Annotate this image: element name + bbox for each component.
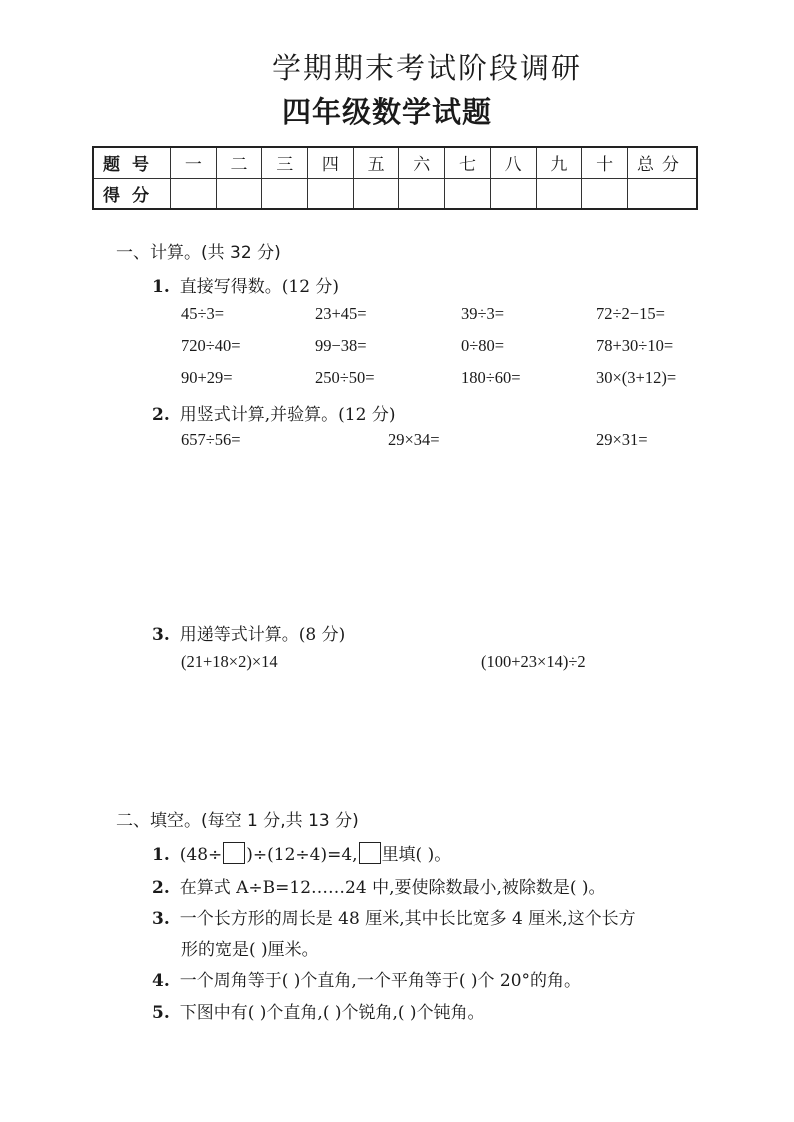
score-cell[interactable] [308,178,354,209]
s1-q3-heading [152,620,345,645]
score-table-score-row [93,178,697,209]
question-text: )÷(12÷4)=4, [246,845,358,865]
column-header: 五 [353,147,399,178]
exam-subtitle: 四年级数学试题 [282,95,493,129]
score-cell[interactable] [262,178,308,209]
column-header: 十 [582,147,628,178]
s2-q4 [152,966,581,991]
score-cell[interactable] [216,178,262,209]
math-expression: 0÷80= [461,336,505,355]
question-text: 里填( )。 [381,845,452,865]
question-text: 用递等式计算。(8 分) [179,625,346,645]
column-header: 一 [171,147,217,178]
question-text: (48÷ [179,845,223,865]
column-header: 六 [399,147,445,178]
question-number: 1. [152,277,170,297]
question-text: 一个长方形的周长是 48 厘米,其中长比宽多 4 厘米,这个长方 [179,909,636,929]
column-header: 二 [216,147,262,178]
question-text: 用竖式计算,并验算。(12 分) [179,405,396,425]
question-text: 在算式 A÷B=12……24 中,要使除数最小,被除数是( )。 [179,878,606,898]
question-text: 下图中有( )个直角,( )个锐角,( )个钝角。 [179,1003,485,1023]
score-table [92,146,698,210]
math-expression: 39÷3= [461,304,505,323]
column-header: 四 [308,147,354,178]
question-text: 一个周角等于( )个直角,一个平角等于( )个 20°的角。 [179,971,582,991]
question-number-label: 题号 [93,147,171,178]
question-number: 5. [152,1003,170,1023]
total-score-label: 总分 [628,147,698,178]
column-header: 七 [445,147,491,178]
exam-title: 学期期末考试阶段调研 [272,51,583,85]
s2-q3-continuation: 形的宽是( )厘米。 [181,940,319,960]
math-expression: 180÷60= [461,368,521,387]
s1-q2-heading [152,400,395,425]
question-number: 2. [152,878,170,898]
score-cell[interactable] [582,178,628,209]
math-expression: 99−38= [315,336,367,355]
score-table-header-row [93,147,697,178]
question-number: 4. [152,971,170,991]
score-cell[interactable] [353,178,399,209]
answer-box[interactable] [359,842,381,864]
math-expression: (100+23×14)÷2 [481,652,586,671]
math-expression: (21+18×2)×14 [181,652,278,671]
s2-q2 [152,873,606,898]
question-number: 3. [152,909,170,929]
math-expression: 250÷50= [315,368,375,387]
math-expression: 29×34= [388,430,440,449]
s2-q3 [152,904,636,929]
math-expression: 29×31= [596,430,648,449]
score-cell[interactable] [445,178,491,209]
s1-q1-heading [152,272,339,297]
section1-title: 一、计算。(共 32 分) [116,243,281,263]
math-expression: 45÷3= [181,304,225,323]
score-cell[interactable] [171,178,217,209]
math-expression: 23+45= [315,304,367,323]
math-expression: 30×(3+12)= [596,368,677,387]
question-number: 3. [152,625,170,645]
column-header: 九 [536,147,582,178]
math-expression: 72÷2−15= [596,304,665,323]
column-header: 三 [262,147,308,178]
score-label: 得分 [93,178,171,209]
s2-q1 [152,840,451,865]
question-text: 直接写得数。(12 分) [179,277,340,297]
score-cell[interactable] [490,178,536,209]
section2-title: 二、填空。(每空 1 分,共 13 分) [116,811,359,831]
answer-box[interactable] [223,842,245,864]
score-cell[interactable] [399,178,445,209]
math-expression: 657÷56= [181,430,241,449]
total-score-cell[interactable] [628,178,698,209]
math-expression: 90+29= [181,368,233,387]
column-header: 八 [490,147,536,178]
question-number: 2. [152,405,170,425]
score-cell[interactable] [536,178,582,209]
math-expression: 720÷40= [181,336,241,355]
question-number: 1. [152,845,170,865]
s2-q5 [152,998,485,1023]
math-expression: 78+30÷10= [596,336,674,355]
